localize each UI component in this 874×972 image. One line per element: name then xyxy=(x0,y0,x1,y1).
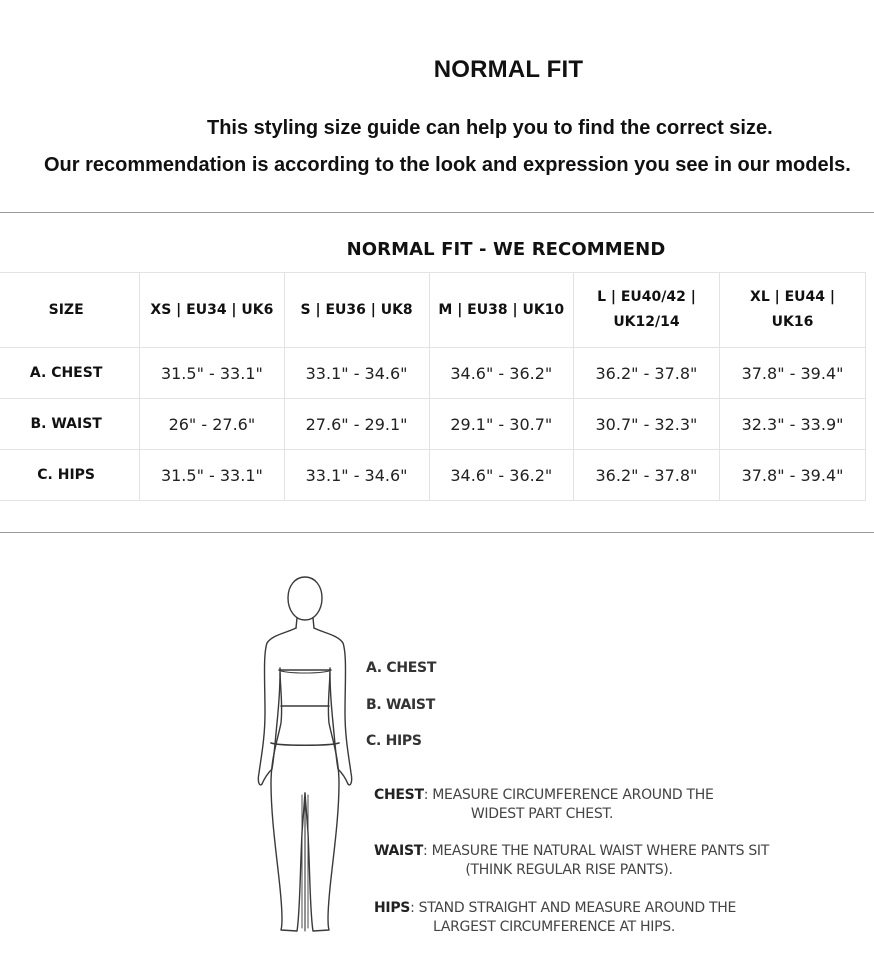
table-cell: 37.8" - 39.4" xyxy=(720,348,866,399)
chest-term: CHEST xyxy=(374,787,424,803)
waist-label: B. WAIST xyxy=(366,697,435,713)
table-cell: 36.2" - 37.8" xyxy=(573,450,719,501)
column-header: XL | EU44 | UK16 xyxy=(720,273,866,348)
intro-text-line-2: Our recommendation is according to the look and expression you see in our models. xyxy=(44,154,851,176)
divider-top xyxy=(0,212,874,213)
column-header: XS | EU34 | UK6 xyxy=(140,273,284,348)
size-table xyxy=(0,272,866,501)
row-label: C. HIPS xyxy=(0,450,140,501)
column-header: L | EU40/42 | UK12/14 xyxy=(573,273,719,348)
column-header: M | EU38 | UK10 xyxy=(429,273,573,348)
table-cell: 31.5" - 33.1" xyxy=(140,348,284,399)
hips-label: C. HIPS xyxy=(366,733,422,749)
table-row xyxy=(0,450,866,501)
waist-description xyxy=(374,842,770,880)
waist-text: : MEASURE THE NATURAL WAIST WHERE PANTS SIT xyxy=(423,843,770,859)
table-header-row xyxy=(0,273,866,348)
waist-term: WAIST xyxy=(374,843,423,859)
table-cell: 29.1" - 30.7" xyxy=(429,399,573,450)
chest-text: : MEASURE CIRCUMFERENCE AROUND THE xyxy=(423,787,714,803)
table-cell: 36.2" - 37.8" xyxy=(573,348,719,399)
column-header: S | EU36 | UK8 xyxy=(284,273,429,348)
column-header: SIZE xyxy=(0,273,140,348)
table-cell: 26" - 27.6" xyxy=(140,399,284,450)
table-cell: 31.5" - 33.1" xyxy=(140,450,284,501)
row-label: B. WAIST xyxy=(0,399,140,450)
measurement-guide xyxy=(0,533,874,972)
table-cell: 33.1" - 34.6" xyxy=(284,348,429,399)
chest-text-continued: WIDEST PART CHEST. xyxy=(470,806,614,822)
body-outline-icon xyxy=(250,573,365,933)
table-cell: 27.6" - 29.1" xyxy=(284,399,429,450)
table-cell: 30.7" - 32.3" xyxy=(573,399,719,450)
chest-description xyxy=(374,786,714,824)
table-row xyxy=(0,348,866,399)
hips-text: : STAND STRAIGHT AND MEASURE AROUND THE xyxy=(410,900,736,916)
page-title: NORMAL FIT xyxy=(433,56,584,83)
table-cell: 37.8" - 39.4" xyxy=(720,450,866,501)
table-cell: 33.1" - 34.6" xyxy=(284,450,429,501)
chest-label: A. CHEST xyxy=(366,660,437,676)
hips-term: HIPS xyxy=(374,900,411,916)
hips-text-continued: LARGEST CIRCUMFERENCE AT HIPS. xyxy=(433,919,675,935)
waist-text-continued: (THINK REGULAR RISE PANTS). xyxy=(465,862,673,878)
table-cell: 34.6" - 36.2" xyxy=(429,450,573,501)
intro-text-line-1: This styling size guide can help you to find the correct size. xyxy=(207,117,773,139)
table-cell: 32.3" - 33.9" xyxy=(720,399,866,450)
hips-description xyxy=(374,899,734,937)
table-row xyxy=(0,399,866,450)
table-cell: 34.6" - 36.2" xyxy=(429,348,573,399)
table-title: NORMAL FIT - WE RECOMMEND xyxy=(346,239,666,260)
row-label: A. CHEST xyxy=(0,348,140,399)
